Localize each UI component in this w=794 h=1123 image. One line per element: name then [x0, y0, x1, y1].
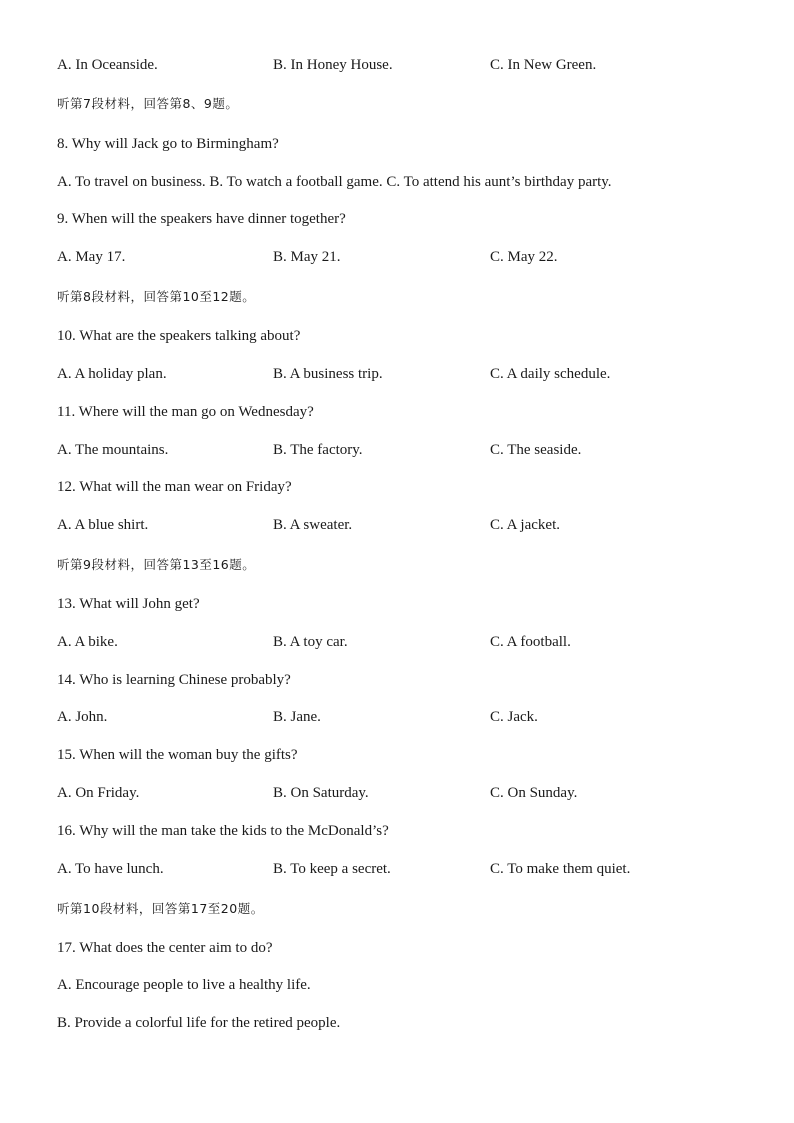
q15-option-a: A. On Friday. — [57, 785, 140, 801]
q15-option-b: B. On Saturday. — [273, 785, 369, 801]
q12-text: 12. What will the man wear on Friday? — [57, 479, 292, 495]
q9-option-b: B. May 21. — [273, 249, 341, 265]
q10-option-a: A. A holiday plan. — [57, 366, 167, 382]
q13-text: 13. What will John get? — [57, 596, 200, 612]
q16-option-c: C. To make them quiet. — [490, 861, 631, 877]
q14-option-a: A. John. — [57, 709, 108, 725]
q8-text: 8. Why will Jack go to Birmingham? — [57, 136, 279, 152]
q7-option-c: C. In New Green. — [490, 57, 597, 73]
q7-option-a: A. In Oceanside. — [57, 57, 158, 73]
q14-option-b: B. Jane. — [273, 709, 321, 725]
q16-option-b: B. To keep a secret. — [273, 861, 391, 877]
q14-text: 14. Who is learning Chinese probably? — [57, 672, 291, 688]
q12-option-c: C. A jacket. — [490, 517, 560, 533]
q10-option-c: C. A daily schedule. — [490, 366, 611, 382]
q13-option-b: B. A toy car. — [273, 634, 348, 650]
q12-option-b: B. A sweater. — [273, 517, 353, 533]
q9-text: 9. When will the speakers have dinner together? — [57, 211, 346, 227]
q9-option-c: C. May 22. — [490, 249, 558, 265]
section-7-heading: 听第7段材料，回答第8、9题。 — [57, 96, 239, 111]
section-8-heading: 听第8段材料，回答第10至12题。 — [57, 289, 256, 304]
q10-option-b: B. A business trip. — [273, 366, 383, 382]
q13-option-a: A. A bike. — [57, 634, 118, 650]
q15-text: 15. When will the woman buy the gifts? — [57, 747, 298, 763]
q17-option-a: A. Encourage people to live a healthy life. — [57, 977, 311, 993]
q11-option-a: A. The mountains. — [57, 442, 169, 458]
q13-option-c: C. A football. — [490, 634, 571, 650]
q11-text: 11. Where will the man go on Wednesday? — [57, 404, 314, 420]
q9-option-a: A. May 17. — [57, 249, 126, 265]
section-10-heading: 听第10段材料，回答第17至20题。 — [57, 901, 264, 916]
q16-text: 16. Why will the man take the kids to the McDonald’s? — [57, 823, 389, 839]
q12-option-a: A. A blue shirt. — [57, 517, 149, 533]
q16-option-a: A. To have lunch. — [57, 861, 164, 877]
q11-option-b: B. The factory. — [273, 442, 363, 458]
q17-text: 17. What does the center aim to do? — [57, 940, 273, 956]
q10-text: 10. What are the speakers talking about? — [57, 328, 301, 344]
q11-option-c: C. The seaside. — [490, 442, 582, 458]
q15-option-c: C. On Sunday. — [490, 785, 578, 801]
q8-options: A. To travel on business. B. To watch a football game. C. To attend his aunt’s birthday party. — [57, 174, 612, 190]
section-9-heading: 听第9段材料，回答第13至16题。 — [57, 557, 256, 572]
q17-option-b: B. Provide a colorful life for the retired people. — [57, 1015, 341, 1031]
q14-option-c: C. Jack. — [490, 709, 538, 725]
q7-option-b: B. In Honey House. — [273, 57, 393, 73]
